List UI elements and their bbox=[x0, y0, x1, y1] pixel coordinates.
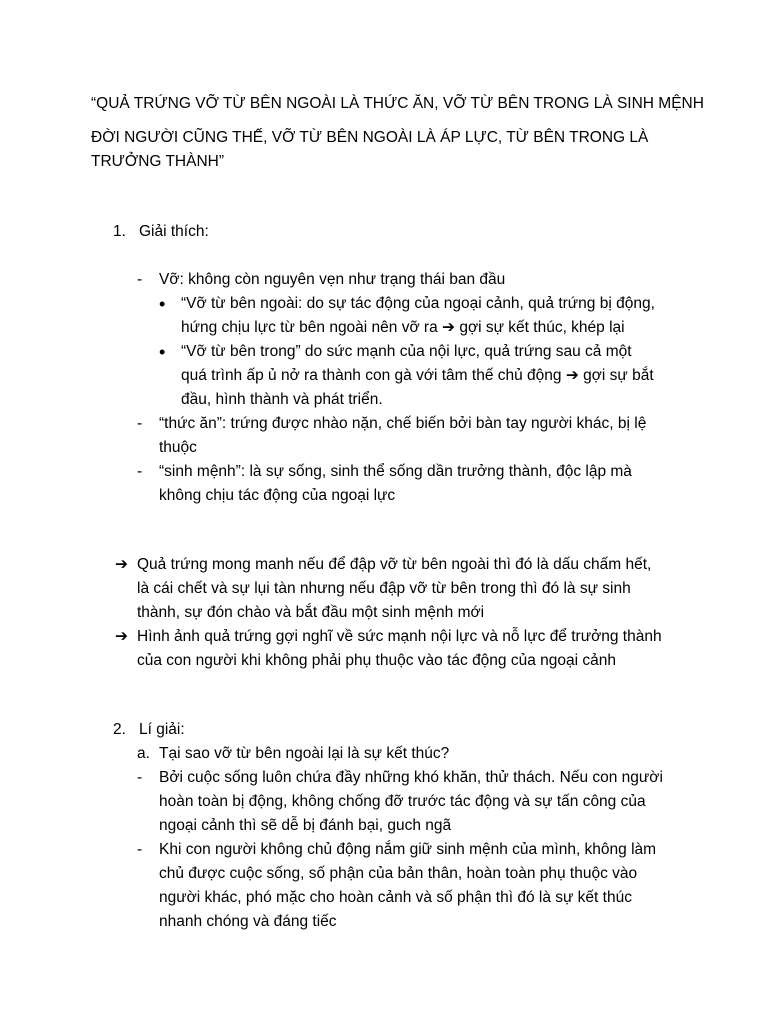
conclusion-line: của con người khi không phải phụ thuộc vào tác động của ngoại cảnh bbox=[137, 652, 616, 669]
dash-marker: - bbox=[137, 463, 143, 480]
conclusion-line: là cái chết và sự lụi tàn nhưng nếu đập vỡ từ bên trong thì đó là sự sinh bbox=[137, 580, 631, 597]
conclusion-line: thành, sự đón chào và bắt đầu một sinh mệnh mới bbox=[137, 604, 485, 621]
section-2-heading: Lí giải: bbox=[139, 721, 185, 738]
section-1-number: 1. bbox=[113, 223, 126, 240]
dash-marker: - bbox=[137, 415, 143, 432]
dash-marker: - bbox=[137, 769, 143, 786]
reason-line: người khác, phó mặc cho hoàn cảnh và số phận thì đó là sự kết thúc bbox=[159, 889, 632, 906]
reason-line: Bởi cuộc sống luôn chứa đầy những khó khăn, thử thách. Nếu con người bbox=[159, 769, 663, 786]
reason-line: ngoại cảnh thì sẽ dễ bị đánh bại, guch ngã bbox=[159, 817, 452, 834]
definition-thuc-an: thuộc bbox=[159, 439, 197, 456]
title-line-1: “QUẢ TRỨNG VỠ TỪ BÊN NGOÀI LÀ THỨC ĂN, VỠ TỪ BÊN TRONG LÀ SINH MỆNH bbox=[91, 95, 704, 112]
bullet-text-line: đầu, hình thành và phát triển. bbox=[181, 391, 383, 408]
section-2-number: 2. bbox=[113, 721, 126, 738]
bullet-marker: • bbox=[159, 294, 166, 314]
dash-marker: - bbox=[137, 841, 143, 858]
subsection-a-heading: Tại sao vỡ từ bên ngoài lại là sự kết thúc? bbox=[159, 745, 450, 762]
bullet-text-line: quá trình ấp ủ nở ra thành con gà với tâm thế chủ động ➔ gợi sự bắt bbox=[181, 367, 654, 384]
conclusion-line: Hình ảnh quả trứng gợi nghĩ về sức mạnh nội lực và nỗ lực để trưởng thành bbox=[137, 628, 662, 645]
dash-marker: - bbox=[137, 271, 143, 288]
bullet-text-line: “Vỡ từ bên ngoài: do sự tác động của ngoại cảnh, quả trứng bị động, bbox=[181, 295, 655, 312]
reason-line: nhanh chóng và đáng tiếc bbox=[159, 913, 337, 930]
definition-sinh-menh: không chịu tác động của ngoại lực bbox=[159, 487, 396, 504]
definition-vo: Vỡ: không còn nguyên vẹn như trạng thái ban đầu bbox=[159, 271, 506, 288]
conclusion-line: Quả trứng mong manh nếu để đập vỡ từ bên ngoài thì đó là dấu chấm hết, bbox=[137, 556, 652, 573]
definition-sinh-menh: “sinh mệnh”: là sự sống, sinh thể sống dần trưởng thành, độc lập mà bbox=[159, 463, 632, 480]
bullet-text-line: “Vỡ từ bên trong” do sức mạnh của nội lực, quả trứng sau cả một bbox=[181, 343, 632, 360]
reason-line: hoàn toàn bị động, không chống đỡ trước tác động và sự tấn công của bbox=[159, 793, 646, 810]
bullet-marker: • bbox=[159, 342, 166, 362]
bullet-text-line: hứng chịu lực từ bên ngoài nên vỡ ra ➔ gợi sự kết thúc, khép lại bbox=[181, 319, 625, 336]
definition-thuc-an: “thức ăn”: trứng được nhào nặn, chế biến bởi bàn tay người khác, bị lệ bbox=[159, 415, 647, 432]
subsection-a-label: a. bbox=[137, 745, 150, 762]
title-line-3: TRƯỞNG THÀNH” bbox=[91, 153, 225, 170]
arrow-icon: ➔ bbox=[115, 556, 128, 573]
arrow-icon: ➔ bbox=[115, 628, 128, 645]
section-1-heading: Giải thích: bbox=[139, 223, 209, 240]
reason-line: chủ được cuộc sống, số phận của bản thân, hoàn toàn phụ thuộc vào bbox=[159, 865, 638, 882]
reason-line: Khi con người không chủ động nắm giữ sinh mệnh của mình, không làm bbox=[159, 841, 657, 858]
title-line-2: ĐỜI NGƯỜI CŨNG THẾ, VỠ TỪ BÊN NGOÀI LÀ ÁP LỰC, TỪ BÊN TRONG LÀ bbox=[91, 129, 649, 146]
